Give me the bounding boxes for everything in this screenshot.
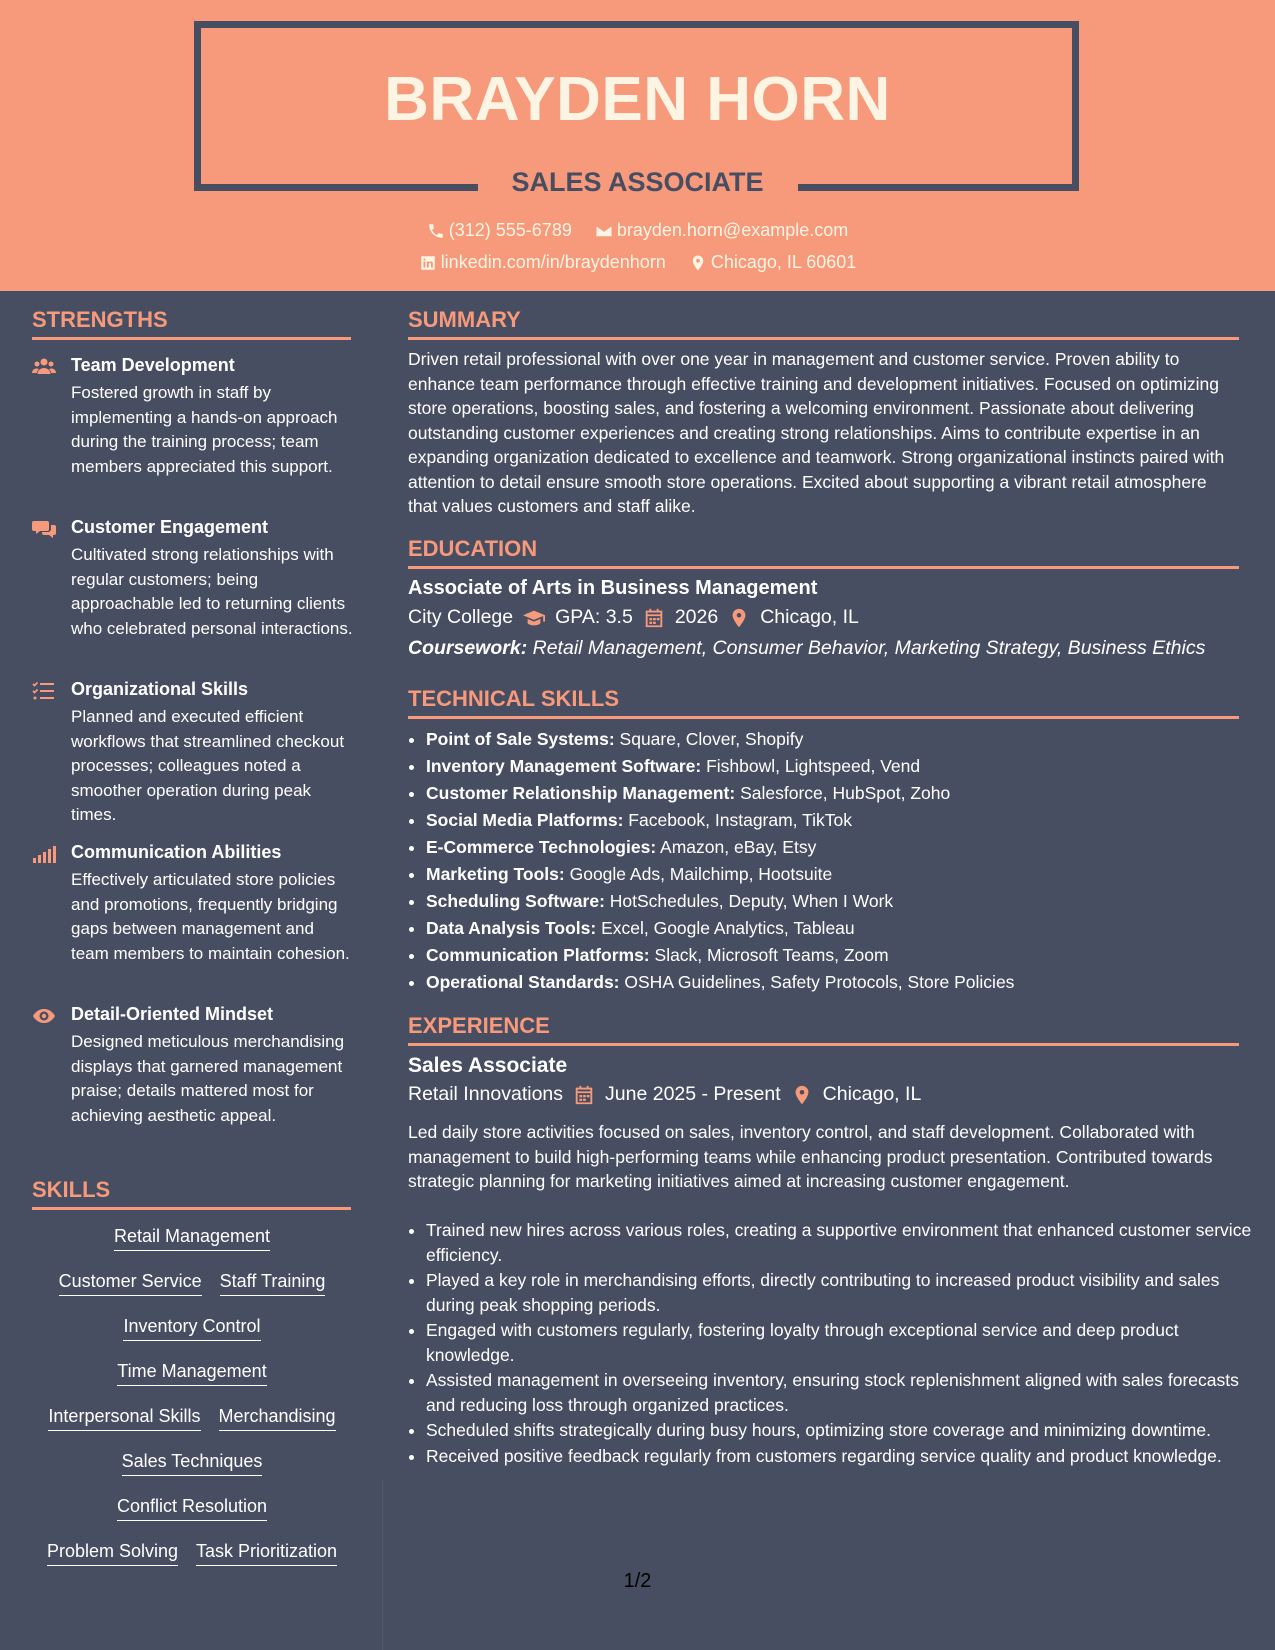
list-item <box>426 780 1258 807</box>
location-contact <box>689 252 856 273</box>
experience-description: Led daily store activities focused on sales, inventory control, and staff development. Collaborated with management to build high-performing teams while enhancing product presentation. Contributed towards strategic planning for marketing initiatives aimed at increasing customer engagement. <box>408 1122 1213 1191</box>
tech-skill-label: Scheduling Software: <box>426 891 605 911</box>
gpa: GPA: 3.5 <box>555 606 633 628</box>
tech-skill-value: Slack, Microsoft Teams, Zoom <box>654 945 889 965</box>
experience-meta <box>408 1083 921 1106</box>
page-number: 1/2 <box>623 1570 652 1592</box>
list-item <box>426 726 1258 753</box>
list-item <box>426 753 1258 780</box>
skill-tag: Problem Solving <box>47 1539 178 1566</box>
column-divider <box>382 1480 383 1650</box>
skill-row <box>32 1314 352 1359</box>
strength-heading: Customer Engagement <box>71 517 269 537</box>
calendar-icon <box>573 1085 595 1105</box>
coursework <box>408 637 1205 660</box>
list-item <box>426 807 1258 834</box>
job-location: Chicago, IL <box>822 1083 922 1105</box>
strength-heading: Team Development <box>71 355 235 375</box>
graduation-year: 2026 <box>674 606 719 628</box>
strength-text: Fostered growth in staff by implementing a hands-on approach during the training process; team members appreciated this support. <box>71 383 338 476</box>
calendar-icon <box>643 608 665 628</box>
contact-row-2 <box>0 252 1275 277</box>
list-item: • Assisted management in overseeing inventory, ensuring stock replenishment aligned with sales forecasts and reducing loss through organized practices. <box>426 1368 1258 1417</box>
summary-text: Driven retail professional with over one year in management and customer service. Proven ability to enhance team performance through effective training and development initiatives. Focused on optimizing store operations, boosting sales, and fostering a welcoming environment. Passionate about delivering outstanding customer experiences and creating strong relationships. Aims to contribute expertise in an expanding organization dedicated to excellence and teamwork. Strong organizational instincts paired with attention to detail ensure smooth store operations. Excited about supporting a vibrant retail atmosphere that values customers and staff alike. <box>408 349 1225 516</box>
strength-text: Effectively articulated store policies and promotions, frequently bridging gaps between management and team members to maintain cohesion. <box>71 870 350 963</box>
list-item: • Played a key role in merchandising efforts, directly contributing to increased product visibility and sales during peak shopping periods. <box>426 1268 1258 1317</box>
education-heading: EDUCATION <box>408 536 538 561</box>
education-rule <box>408 566 1239 569</box>
experience-bullets <box>408 1218 1258 1469</box>
list-item <box>426 942 1258 969</box>
strength-heading: Communication Abilities <box>71 842 282 862</box>
tech-skill-label: Customer Relationship Management: <box>426 783 736 803</box>
skill-row <box>32 1404 352 1449</box>
list-item <box>426 834 1258 861</box>
linkedin-icon <box>419 254 437 272</box>
envelope-icon <box>595 222 613 240</box>
map-pin-icon <box>728 608 750 628</box>
tech-skill-label: Point of Sale Systems: <box>426 729 615 749</box>
list-item <box>426 969 1258 996</box>
tech-skill-value: Fishbowl, Lightspeed, Vend <box>706 756 921 776</box>
education-meta <box>408 606 859 629</box>
skill-row <box>32 1224 352 1269</box>
tech-skill-value: HotSchedules, Deputy, When I Work <box>609 891 894 911</box>
tech-skill-value: Google Ads, Mailchimp, Hootsuite <box>569 864 833 884</box>
coursework-list: Retail Management, Consumer Behavior, Marketing Strategy, Business Ethics <box>532 637 1206 659</box>
skill-tag: Conflict Resolution <box>117 1494 267 1521</box>
experience-heading: EXPERIENCE <box>408 1013 550 1038</box>
users-icon <box>32 357 56 377</box>
strengths-heading: STRENGTHS <box>32 307 168 332</box>
linkedin-text[interactable]: linkedin.com/in/braydenhorn <box>440 252 666 272</box>
eye-icon <box>32 1006 56 1026</box>
skill-row <box>32 1359 352 1404</box>
skill-row <box>32 1269 352 1314</box>
list-item: • Scheduled shifts strategically during busy hours, optimizing store coverage and minimizing downtime. <box>426 1418 1258 1443</box>
email-text[interactable]: brayden.horn@example.com <box>616 220 849 240</box>
list-item <box>426 861 1258 888</box>
tech-skill-value: Square, Clover, Shopify <box>619 729 804 749</box>
tech-skill-label: Operational Standards: <box>426 972 620 992</box>
signal-icon <box>32 844 56 864</box>
skills-heading: SKILLS <box>32 1177 111 1202</box>
skill-row <box>32 1494 352 1539</box>
skill-tag: Customer Service <box>59 1269 202 1296</box>
location-text: Chicago, IL 60601 <box>710 252 857 272</box>
phone-icon <box>427 222 445 240</box>
contact-row-1 <box>0 220 1275 245</box>
graduation-cap-icon <box>523 608 545 628</box>
summary-rule <box>408 337 1239 340</box>
school-name: City College <box>408 606 514 628</box>
candidate-name: BRAYDEN HORN <box>384 65 891 134</box>
skill-tag: Task Prioritization <box>196 1539 337 1566</box>
list-item <box>426 888 1258 915</box>
degree: Associate of Arts in Business Management <box>408 577 818 599</box>
strength-heading: Detail-Oriented Mindset <box>71 1004 274 1024</box>
strength-text: Planned and executed efficient workflows that streamlined checkout processes; colleagues noted a smoother operation during peak times. <box>71 707 345 824</box>
summary-heading: SUMMARY <box>408 307 521 332</box>
school-location: Chicago, IL <box>760 606 859 628</box>
technical-skills-heading: TECHNICAL SKILLS <box>408 686 620 711</box>
tech-skill-label: Data Analysis Tools: <box>426 918 597 938</box>
coursework-label: Coursework: <box>408 637 528 659</box>
skill-row <box>32 1449 352 1494</box>
skills-rule <box>32 1207 351 1210</box>
map-pin-icon <box>689 254 707 272</box>
tech-skill-value: Amazon, eBay, Etsy <box>660 837 817 857</box>
experience-role: Sales Associate <box>408 1054 568 1077</box>
skill-tag: Time Management <box>117 1359 266 1386</box>
comments-icon <box>32 519 56 539</box>
employment-dates: June 2025 - Present <box>605 1083 781 1105</box>
skill-tag: Retail Management <box>114 1224 270 1251</box>
skill-tag: Staff Training <box>220 1269 326 1296</box>
list-check-icon <box>32 681 56 701</box>
map-pin-icon <box>791 1085 813 1105</box>
tech-skill-label: E-Commerce Technologies: <box>426 837 657 857</box>
list-item: • Trained new hires across various roles, creating a supportive environment that enhanced customer service efficiency. <box>426 1218 1258 1267</box>
technical-skills-rule <box>408 716 1239 719</box>
skill-tag: Merchandising <box>219 1404 336 1431</box>
strength-text: Cultivated strong relationships with regular customers; being approachable led to returning clients who celebrated personal interactions. <box>71 545 353 638</box>
tech-skill-label: Social Media Platforms: <box>426 810 624 830</box>
list-item <box>426 915 1258 942</box>
strength-heading: Organizational Skills <box>71 679 249 699</box>
company-name: Retail Innovations <box>408 1083 564 1105</box>
skills-list <box>32 1224 352 1584</box>
job-title: SALES ASSOCIATE <box>511 167 764 197</box>
tech-skill-label: Inventory Management Software: <box>426 756 702 776</box>
tech-skill-value: Salesforce, HubSpot, Zoho <box>740 783 951 803</box>
tech-skill-value: Excel, Google Analytics, Tableau <box>601 918 855 938</box>
tech-skill-value: OSHA Guidelines, Safety Protocols, Store Policies <box>624 972 1015 992</box>
tech-skill-value: Facebook, Instagram, TikTok <box>628 810 853 830</box>
skill-tag: Inventory Control <box>123 1314 260 1341</box>
list-item: • Received positive feedback regularly from customers regarding service quality and product knowledge. <box>426 1444 1258 1469</box>
list-item: • Engaged with customers regularly, fostering loyalty through exceptional service and deep product knowledge. <box>426 1318 1258 1367</box>
tech-skill-label: Communication Platforms: <box>426 945 650 965</box>
skill-tag: Sales Techniques <box>122 1449 263 1476</box>
linkedin-contact[interactable] <box>419 252 666 273</box>
skill-tag: Interpersonal Skills <box>48 1404 200 1431</box>
tech-skill-label: Marketing Tools: <box>426 864 565 884</box>
email-contact[interactable] <box>595 220 848 241</box>
experience-rule <box>408 1043 1239 1046</box>
strength-text: Designed meticulous merchandising displays that garnered management praise; details mattered most for achieving aesthetic appeal. <box>71 1032 345 1125</box>
phone-contact <box>427 220 572 241</box>
strengths-rule <box>32 337 351 340</box>
phone-text: (312) 555-6789 <box>448 220 572 240</box>
technical-skills-list <box>408 726 1258 996</box>
